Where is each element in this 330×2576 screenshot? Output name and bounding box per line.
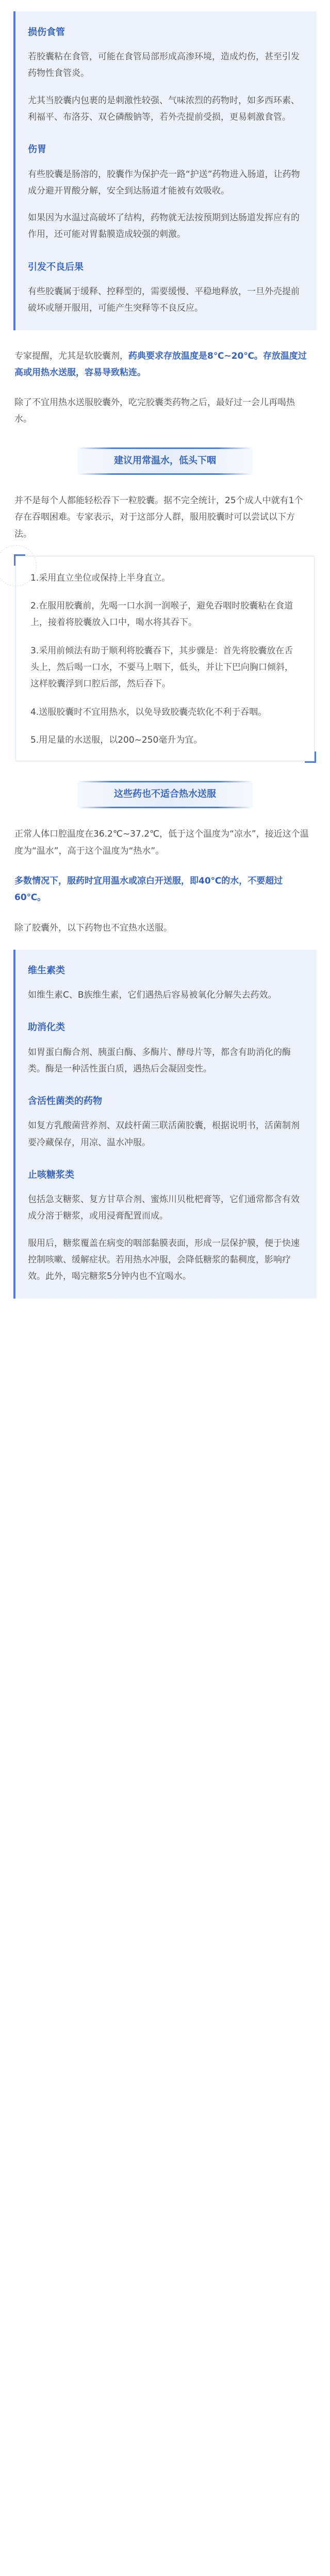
heading-digestive: 助消化类 [28, 1022, 65, 1033]
steps-box [15, 556, 315, 761]
paragraph: 尤其当胶囊内包裹的是刺激性较强、气味浓烈的药物时，如多西环素、利福平、布洛芬、双仑磷酸钠等，若外壳提前受损，更易刺激食管。 [28, 95, 300, 123]
step-item: 3.采用前倾法有助于顺利将胶囊吞下，其步骤是：首先将胶囊放在舌头上，然后喝一口水，不要马上咽下，低头，并让下巴向胸口倾斜，这样胶囊浮到口腔后部，然后吞下。 [30, 645, 293, 690]
paragraph: 如胃蛋白酶合剂、胰蛋白酶、多酶片、酵母片等，都含有助消化的酶类。酶是一种活性蛋白质，遇热后会凝固变性。 [28, 1047, 291, 1074]
expert-advice [13, 348, 317, 381]
temperature-definition: 正常人体口腔温度在36.2℃~37.2℃，低于这个温度为“凉水”，接近这个温度为“温水”，高于这个温度为“热水”。 [14, 829, 309, 856]
heading-vitamins: 维生素类 [28, 965, 65, 976]
heading-esophagus: 损伤食管 [28, 27, 65, 38]
corner-accent-icon [14, 554, 25, 566]
swallow-intro: 并不是每个人都能轻松吞下一粒胶囊。据不完全统计，25个成人中就有1个存在吞咽困难。专家表示，对于这部分人群，服用胶囊时可以尝试以下方法。 [14, 495, 303, 539]
paragraph: 如果因为水温过高破坏了结构，药物就无法按预期到达肠道发挥应有的作用，还可能对胃黏膜造成较强的刺激。 [28, 213, 300, 240]
section-banner-room-temp [77, 447, 253, 475]
paragraph: 有些胶囊是肠溶的，胶囊作为保护壳一路“护送”药物进入肠道，让药物成分避开胃酸分解，安全到达肠道才能被有效吸收。 [28, 169, 300, 196]
step-item: 2.在服用胶囊前，先喝一口水润一润喉子，避免吞咽时胶囊粘在食道上，接着将胶囊放入口中，喝水将其吞下。 [30, 601, 293, 628]
harm-card [13, 11, 317, 330]
heading-stomach: 伤胃 [28, 144, 46, 155]
step-item: 4.送服胶囊时不宜用热水，以免导致胶囊壳软化不利于吞咽。 [30, 707, 267, 717]
other-drugs-intro: 除了胶囊外，以下药物也不宜热水送服。 [14, 922, 172, 933]
heading-cough-syrup: 止咳糖浆类 [28, 1169, 74, 1180]
heading-probiotics: 含活性菌类的药物 [28, 1096, 102, 1107]
drug-types-card [13, 950, 317, 1299]
paragraph: 有些胶囊属于缓释、控释型的，需要缓慢、平稳地释放，一旦外壳提前破坏或掰开服用，可能产生突释等不良反应。 [28, 286, 300, 314]
paragraph: 如复方乳酸菌营养剂、双歧杆菌三联活菌胶囊，根据说明书，活菌制剂要冷藏保存，用凉、温水冲服。 [28, 1121, 300, 1148]
advice-highlight: 药典要求存放温度是8℃~20℃。存放温度过高或用热水送服，容易导致粘连。 [14, 350, 307, 378]
advice-hot-water: 除了不宜用热水送服胶囊外，吃完胶囊类药物之后，最好过一会儿再喝热水。 [14, 397, 295, 425]
banner-title: 建议用常温水，低头下咽 [77, 449, 253, 473]
banner-bottom-line [77, 473, 253, 475]
corner-accent-icon [305, 751, 316, 763]
banner-bottom-line [77, 807, 253, 808]
section-banner-hot-water [77, 781, 253, 808]
paragraph: 包括急支糖浆、复方甘草合剂、蜜炼川贝枇杷膏等，它们通常都含有效成分溶于糖浆，或用浸膏配置而成。 [28, 1194, 300, 1222]
paragraph: 服用后，糖浆覆盖在病变的咽部黏膜表面，形成一层保护膜，便于快速控制咳嗽、缓解症状。若用热水冲服，会降低糖浆的黏稠度，影响疗效。此外，喝完糖浆5分钟内也不宜喝水。 [28, 1238, 300, 1282]
step-item: 1.采用直立坐位或保持上半身直立。 [30, 572, 171, 583]
advice-lead: 专家提醒，尤其是软胶囊剂， [14, 350, 128, 361]
step-item: 5.用足量的水送服，以200~250毫升为宜。 [30, 734, 203, 745]
paragraph: 如维生素C、B族维生素，它们遇热后容易被氧化分解失去药效。 [28, 990, 277, 1001]
banner-title: 这些药也不适合热水送服 [77, 782, 253, 807]
paragraph: 若胶囊粘在食管，可能在食管局部形成高渗环境，造成灼伤，甚至引发药物性食管炎。 [28, 52, 300, 79]
heading-adverse: 引发不良后果 [28, 261, 84, 273]
temperature-highlight: 多数情况下，服药时宜用温水或凉白开送服，即40℃的水，不要超过60℃。 [14, 875, 283, 903]
